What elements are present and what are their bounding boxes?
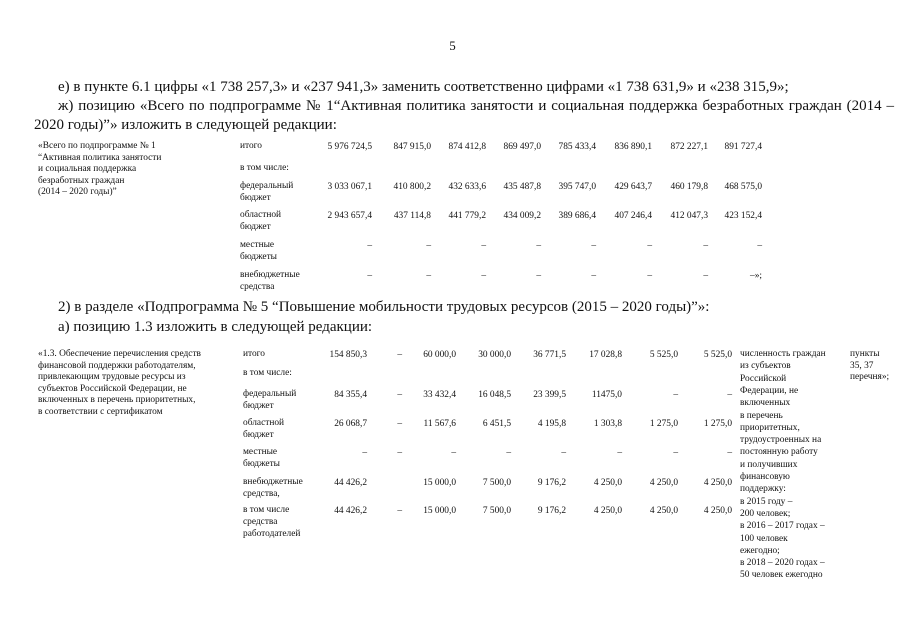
- table2-indicator-line: финансовую: [740, 472, 790, 482]
- table1-cell: 847 915,0: [393, 142, 431, 152]
- table2-reference-line: пункты: [850, 349, 880, 359]
- table2-row-label: в том числе: [243, 505, 290, 515]
- table1-cell: 891 727,4: [724, 142, 762, 152]
- table2-cell: 4 195,8: [537, 419, 566, 429]
- table2-cell: –: [397, 350, 402, 360]
- table1-cell: 423 152,4: [724, 211, 762, 221]
- table2-row-label: областной: [243, 418, 285, 428]
- table1-cell: –: [426, 241, 431, 251]
- table2-cell: 7 500,0: [482, 506, 511, 516]
- table1-cell: 435 487,8: [503, 182, 541, 192]
- table1-title-line: «Всего по подпрограмме № 1: [38, 141, 156, 151]
- table2-cell: 4 250,0: [649, 506, 678, 516]
- table2-title-line: финансовой поддержки работодателям,: [38, 360, 196, 371]
- table2-title-line: включенных в перечень приоритетных,: [38, 395, 196, 405]
- table1-cell: 437 114,8: [393, 211, 431, 221]
- table2-row-label: внебюджетные: [243, 477, 303, 487]
- table2-cell: 36 771,5: [533, 350, 566, 360]
- table2-indicator-line: численность граждан: [740, 349, 826, 359]
- table2-cell: 11475,0: [591, 390, 622, 400]
- table2-cell: 17 028,8: [589, 350, 622, 360]
- table2-cell: –: [451, 448, 456, 458]
- table2-cell: 7 500,0: [482, 478, 511, 488]
- table1-row-label: местные: [240, 240, 275, 250]
- table2-indicator-line: в 2015 году –: [740, 496, 793, 507]
- table1-cell: –: [536, 271, 541, 281]
- table1-cell: –: [647, 271, 652, 281]
- table2-indicator-line: трудоустроенных на: [740, 435, 822, 446]
- table2-row-label: в том числе:: [243, 368, 292, 378]
- table2-cell: 1 303,8: [593, 419, 622, 429]
- table2-cell: –: [673, 448, 678, 458]
- table2-cell: 44 426,2: [334, 478, 367, 488]
- table2-reference-line: 35, 37: [850, 360, 874, 371]
- table1-cell: 412 047,3: [670, 211, 708, 221]
- table2-row-label: работодателей: [243, 529, 301, 539]
- table2-title-line: «1.3. Обеспечение перечисления средств: [38, 349, 201, 359]
- table2-cell: –: [397, 448, 402, 458]
- table2-title-line: привлекающим трудовые ресурсы из: [38, 372, 186, 382]
- table2-indicator-line: и получивших: [740, 459, 798, 470]
- table2-row-label: бюджеты: [243, 459, 280, 469]
- table2-cell: 60 000,0: [423, 350, 456, 360]
- table2-row-label: итого: [243, 349, 265, 359]
- table1-cell: –»;: [750, 271, 762, 281]
- table1-cell: 3 033 067,1: [327, 182, 372, 192]
- table2-cell: 16 048,5: [478, 390, 511, 400]
- table1-cell: –: [647, 241, 652, 251]
- table2-cell: 30 000,0: [478, 350, 511, 360]
- table2-cell: 33 432,4: [423, 390, 456, 400]
- table2-cell: 1 275,0: [649, 419, 678, 429]
- table1-row-label: бюджет: [240, 222, 271, 232]
- table2-cell: 4 250,0: [703, 506, 732, 516]
- table2-cell: –: [506, 448, 511, 458]
- table2-cell: 23 399,5: [533, 390, 566, 400]
- table2-row-label: федеральный: [243, 389, 297, 399]
- table2-cell: 4 250,0: [703, 478, 732, 488]
- table2-cell: –: [397, 390, 402, 400]
- table2-cell: 5 525,0: [649, 350, 678, 360]
- table2-cell: 44 426,2: [334, 506, 367, 516]
- table1-row-label: в том числе:: [240, 163, 289, 173]
- table1-cell: –: [757, 241, 762, 251]
- table2-cell: –: [673, 390, 678, 400]
- table1-cell: 407 246,4: [614, 211, 652, 221]
- table1-row-label: федеральный: [240, 181, 294, 191]
- table1-title-line: (2014 – 2020 годы)”: [38, 187, 117, 197]
- table1-cell: 429 643,7: [614, 182, 652, 192]
- table1-row-label: бюджеты: [240, 252, 277, 262]
- table2-title-line: субъектов Российской Федерации, не: [38, 383, 187, 394]
- table2-indicator-line: 200 человек;: [740, 508, 791, 519]
- table1-cell: –: [591, 271, 596, 281]
- table2-cell: 26 068,7: [334, 419, 367, 429]
- table1-cell: –: [367, 271, 372, 281]
- table1-cell: –: [367, 241, 372, 251]
- table1-cell: 395 747,0: [558, 182, 596, 192]
- page-number: 5: [449, 38, 456, 53]
- table1-cell: 874 412,8: [448, 142, 486, 152]
- table1-row-label: внебюджетные: [240, 270, 300, 280]
- table1-cell: 5 976 724,5: [327, 142, 372, 152]
- paragraph-e: е) в пункте 6.1 цифры «1 738 257,3» и «237 941,3» заменить соответственно цифрами «1 738 631,9» и «238 315,9»;: [58, 79, 789, 95]
- table2-cell: 4 250,0: [593, 478, 622, 488]
- table2-cell: 9 176,2: [537, 478, 566, 488]
- table2-cell: 84 355,4: [334, 390, 367, 400]
- table2-row-label: местные: [243, 447, 278, 457]
- paragraph-item-2: 2) в разделе «Подпрограмма № 5 “Повышение мобильности трудовых ресурсов (2015 – 2020 годы)”»:: [58, 299, 710, 315]
- table2-indicator-line: включенных: [740, 398, 791, 409]
- table2-cell: –: [561, 448, 566, 458]
- table2-cell: –: [397, 419, 402, 429]
- table1-cell: 432 633,6: [448, 182, 486, 192]
- table1-cell: 836 890,1: [614, 142, 652, 152]
- table1-cell: 869 497,0: [503, 142, 541, 152]
- table2-indicator-line: поддержку:: [740, 484, 786, 495]
- table1-row-label: бюджет: [240, 193, 271, 203]
- table1-cell: –: [703, 241, 708, 251]
- table1-row-label: средства: [240, 282, 275, 292]
- table2-indicator-line: 50 человек ежегодно: [740, 570, 823, 581]
- table2-cell: 1 275,0: [703, 419, 732, 429]
- table2-cell: 15 000,0: [423, 478, 456, 488]
- table1-title-line: и социальная поддержка: [38, 164, 137, 174]
- table2-indicator-line: приоритетных,: [740, 422, 800, 433]
- table2-cell: 15 000,0: [423, 506, 456, 516]
- table1-title-line: безработных граждан: [38, 175, 125, 186]
- table2-row-label: средства,: [243, 489, 280, 499]
- table2-indicator-line: постоянную работу: [740, 447, 818, 458]
- table2-cell: 154 850,3: [329, 350, 367, 360]
- table1-cell: 410 800,2: [393, 182, 431, 192]
- table1-title-line: “Активная политика занятости: [38, 152, 162, 163]
- table1-cell: –: [703, 271, 708, 281]
- table2-indicator-line: 100 человек: [740, 533, 788, 544]
- table2-indicator-line: в 2018 – 2020 годах –: [740, 558, 825, 569]
- table1-cell: 389 686,4: [558, 211, 596, 221]
- table2-indicator-line: из субъектов: [740, 361, 791, 372]
- table2-cell: –: [617, 448, 622, 458]
- paragraph-zh: ж) позицию «Всего по подпрограмме № 1“Активная политика занятости и социальная поддержка безработных граждан (2014 – 2020 годы)”» изложить в следующей редакции:: [34, 98, 894, 133]
- table1-cell: 460 179,8: [670, 182, 708, 192]
- table1-cell: –: [536, 241, 541, 251]
- table2-cell: –: [727, 448, 732, 458]
- table1-cell: –: [591, 241, 596, 251]
- table1-cell: 785 433,4: [558, 142, 596, 152]
- table1-cell: –: [426, 271, 431, 281]
- table2-cell: 11 567,6: [423, 419, 456, 429]
- table2-indicator-line: в перечень: [740, 410, 783, 421]
- table1-row-label: итого: [240, 141, 262, 151]
- table1-cell: 441 779,2: [448, 211, 486, 221]
- table1-cell: –: [481, 271, 486, 281]
- table2-indicator-line: в 2016 – 2017 годах –: [740, 521, 825, 532]
- table2-title-line: в соответствии с сертификатом: [38, 406, 163, 417]
- table2-cell: –: [362, 448, 367, 458]
- table2-cell: 4 250,0: [593, 506, 622, 516]
- table2-indicator-line: Федерации, не: [740, 385, 799, 396]
- table2-indicator-line: Российской: [740, 373, 787, 384]
- paragraph-a: а) позицию 1.3 изложить в следующей редакции:: [58, 319, 373, 335]
- table2-row-label: средства: [243, 517, 278, 527]
- table1-cell: 2 943 657,4: [327, 211, 372, 221]
- table2-cell: 6 451,5: [482, 419, 511, 429]
- table1-cell: 468 575,0: [724, 182, 762, 192]
- table1-cell: –: [481, 241, 486, 251]
- table2-cell: –: [727, 390, 732, 400]
- table2-cell: 9 176,2: [537, 506, 566, 516]
- table2-row-label: бюджет: [243, 401, 274, 411]
- table2-indicator-line: ежегодно;: [740, 545, 780, 556]
- table1-row-label: областной: [240, 210, 282, 220]
- table2-reference-line: перечня»;: [850, 372, 890, 382]
- table2-row-label: бюджет: [243, 430, 274, 440]
- table2-cell: 4 250,0: [649, 478, 678, 488]
- table1-cell: 872 227,1: [670, 142, 708, 152]
- table2-cell: 5 525,0: [703, 350, 732, 360]
- table2-cell: –: [397, 506, 402, 516]
- table1-cell: 434 009,2: [503, 211, 541, 221]
